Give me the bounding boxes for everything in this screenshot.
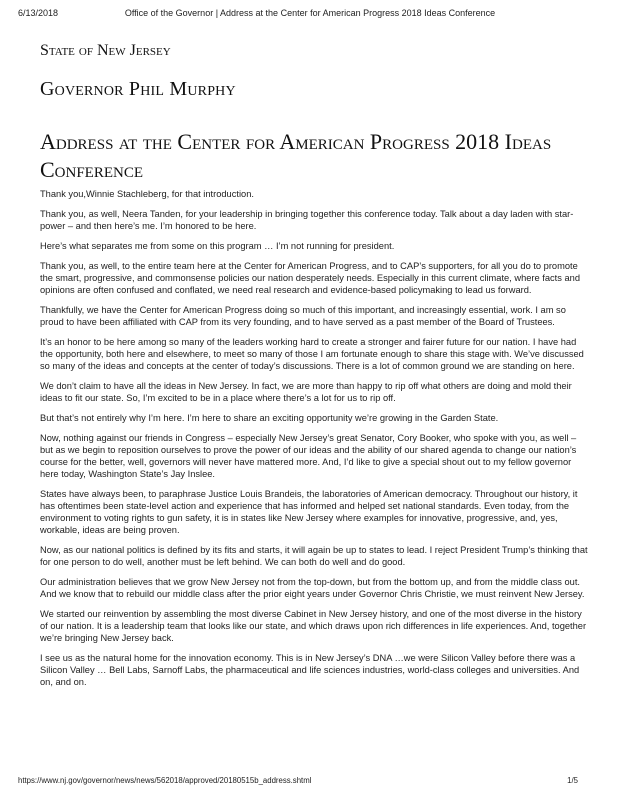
paragraph: Now, as our national politics is defined by its fits and starts, it will again be up to states to lead. I reject President Trump’s thinking that for one person to do well, another must be left behind. We can both do well and do good. — [40, 545, 588, 567]
paragraph: We started our reinvention by assembling the most diverse Cabinet in New Jersey history, and one of the most diverse in the history of our nation. It is a leadership team that looks like our state, and which draws upon rich differences in life experiences. And, together we’re bringing New Jersey back. — [40, 609, 587, 643]
article-body — [40, 188, 588, 696]
paragraph: Thank you, as well, Neera Tanden, for your leadership in bringing together this conference today. Talk about a day laden with star-power – and then here’s me. I’m honored to be here. — [40, 209, 574, 231]
paragraph: Thankfully, we have the Center for American Progress doing so much of this important, and increasingly essential, work. I am so proud to have been affiliated with CAP from its very founding, and to have served as a past member of the Board of Trustees. — [40, 305, 566, 327]
paragraph: Here’s what separates me from some on this program … I’m not running for president. — [40, 241, 395, 251]
paragraph: Thank you, as well, to the entire team here at the Center for American Progress, and to CAP’s supporters, for all you do to promote the smart, progressive, and commonsense policies our nation desperately needs. Especially in this current climate, where facts and opinions are often confused and conflated, we need real research and evidence-based policymaking to lead us forward. — [40, 261, 581, 295]
print-date: 6/13/2018 — [18, 8, 59, 18]
paragraph: But that’s not entirely why I’m here. I’m here to share an exciting opportunity we’re growing in the Garden State. — [40, 413, 499, 423]
print-footer — [18, 776, 578, 788]
paragraph: Thank you,Winnie Stachleberg, for that introduction. — [40, 189, 254, 199]
paragraph: Now, nothing against our friends in Congress – especially New Jersey’s great Senator, Cory Booker, who spoke with you, as well – but as we begin to reposition ourselves to prove the power of our ideas and the ability of our shared agenda to change our nation’s course for the better, well, governors will never have mattered more. And, I’d like to give a special shout out to my fellow governor here today, Washington State’s Jay Inslee. — [40, 433, 577, 479]
paragraph: I see us as the natural home for the innovation economy. This is in New Jersey’s DNA …we were Silicon Valley before there was a Silicon Valley … Bell Labs, Sarnoff Labs, the pharmaceutical and life sciences industries, world-class colleges and universities. And on, and on. — [40, 653, 580, 687]
page-title: Address at the Center for American Progress 2018 Ideas Conference — [40, 129, 552, 182]
page-number: 1/5 — [567, 776, 578, 785]
paragraph: Our administration believes that we grow New Jersey not from the top-down, but from the bottom up, and from the middle class out. And we know that to rebuild our middle class after the prior eight years under Governor Chris Christie, we must reinvent New Jersey. — [40, 577, 585, 599]
paragraph: We don’t claim to have all the ideas in New Jersey. In fact, we are more than happy to rip off what others are doing and mold their ideas to fit our state. So, I’m excited to be in a place where there’s a lot for us to rip off. — [40, 381, 572, 403]
print-url: https://www.nj.gov/governor/news/news/562018/approved/20180515b_address.shtml — [18, 776, 312, 785]
paragraph: It’s an honor to be here among so many of the leaders working hard to create a stronger and fairer future for our nation. I have had the opportunity, both here and elsewhere, to meet so many of those I am fortunate enough to share this stage with. We’ve discussed so many of the ideas and concepts at the center of today’s discussions. There is a lot of common ground we are standing on here. — [40, 337, 584, 371]
paragraph: States have always been, to paraphrase Justice Louis Brandeis, the laboratories of American democracy. Throughout our history, it has oftentimes been state-level action and experience that has informed and helped set national standards. Even today, from the environment to voting rights to gun safety, it is in states like New Jersey where examples for innovative, progressive, and, yes, workable, ideas are being proven. — [40, 489, 578, 535]
governor-name-link[interactable]: Governor Phil Murphy — [40, 78, 236, 100]
print-header — [18, 8, 602, 22]
state-of-new-jersey-link[interactable]: State of New Jersey — [40, 42, 171, 59]
print-page-title: Office of the Governor | Address at the Center for American Progress 2018 Ideas Conference — [124, 8, 496, 18]
